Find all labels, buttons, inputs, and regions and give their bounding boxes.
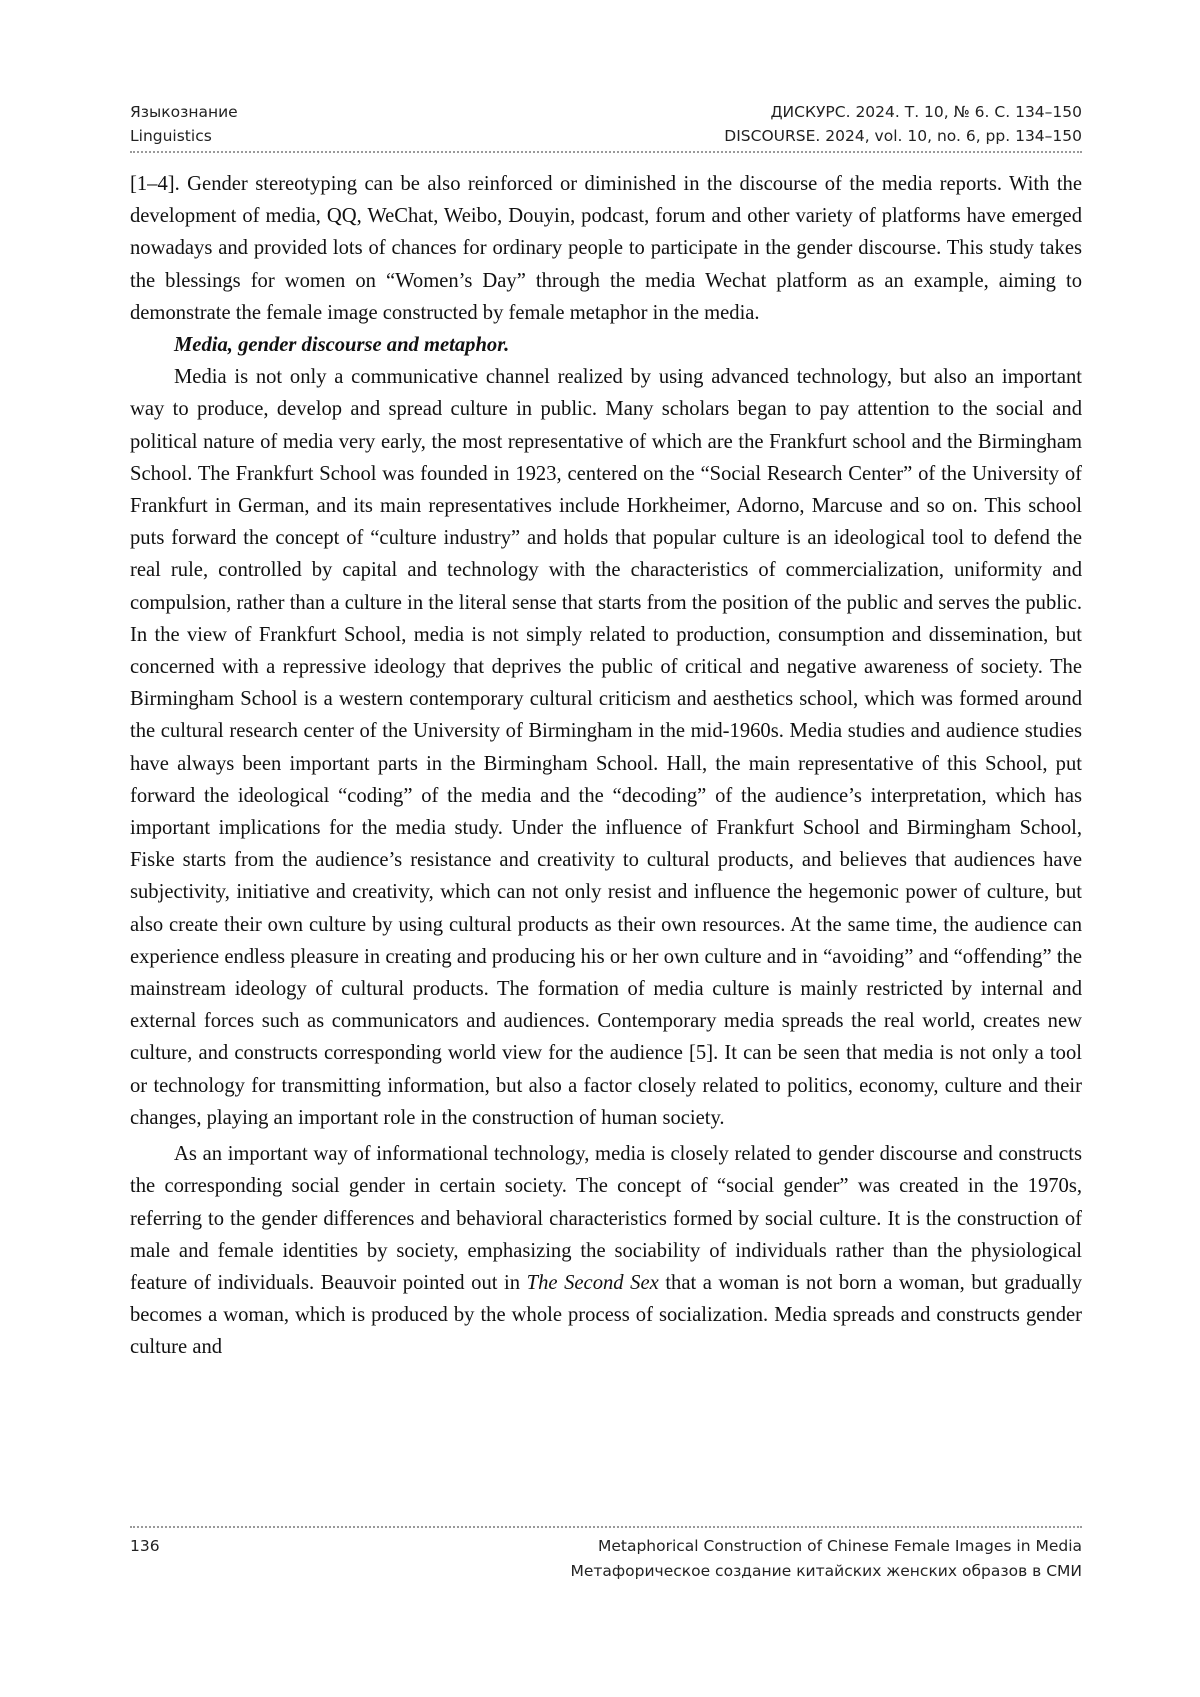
article-title-ru: Метафорическое создание китайских женских образов в СМИ bbox=[570, 1562, 1082, 1580]
paragraph-media: Media is not only a communicative channel realized by using advanced technology, but also an important way to produce, develop and spread culture in public. Many scholars began to pay attention to the social and political nature of media very early, the most representative of which are the Frankfurt school and the Birmingham School. The Frankfurt School was founded in 1923, centered on the “Social Research Center” of the University of Frankfurt in German, and its main representatives include Horkheimer, Adorno, Marcuse and so on. This school puts forward the concept of “culture industry” and holds that popular culture is an ideological tool to defend the real rule, controlled by capital and technology with the characteristics of commercialization, uniformity and compulsion, rather than a culture in the literal sense that starts from the position of the public and serves the public. In the view of Frankfurt School, media is not simply related to production, consumption and dissemination, but concerned with a repressive ideology that deprives the public of critical and negative awareness of society. The Birmingham School is a western contemporary cultural criticism and aesthetics school, which was formed around the cultural research center of the University of Birmingham in the mid-1960s. Media studies and audience studies have always been important parts in the Birmingham School. Hall, the main representative of this School, put forward the ideological “coding” of the media and the “decoding” of the audience’s interpretation, which has important implications for the media study. Under the influence of Frankfurt School and Birmingham School, Fiske starts from the audience’s resistance and creativity to cultural products, and believes that audiences have subjectivity, initiative and creativity, which can not only resist and influence the hegemonic power of culture, but also create their own culture by using cultural products as their own resources. At the same time, the audience can experience endless pleasure in creating and producing his or her own culture and in “avoiding” and “offending” the mainstream ideology of cultural products. The formation of media culture is mainly restricted by internal and external forces such as communicators and audiences. Contemporary media spreads the real world, creates new culture, and constructs corresponding world view for the audience [5]. It can be seen that media is not only a tool or technology for transmitting information, but also a factor closely related to politics, economy, culture and their changes, playing an important role in the construction of human society. bbox=[130, 366, 1082, 1129]
header-divider bbox=[130, 151, 1082, 153]
section-title-ru: Языкознание bbox=[130, 103, 238, 121]
page-number: 136 bbox=[130, 1537, 160, 1555]
footer-divider bbox=[130, 1526, 1082, 1528]
article-body bbox=[130, 168, 1082, 1364]
journal-citation-ru: ДИСКУРС. 2024. Т. 10, № 6. С. 134–150 bbox=[770, 103, 1082, 121]
paragraph-gender-text-2: that a woman is not born a woman, but gradually becomes a woman, which is produced by the whole process of socialization. Media spreads and constructs gender culture and bbox=[130, 1271, 1082, 1359]
book-title: The Second Sex bbox=[526, 1271, 659, 1294]
header-row-ru bbox=[130, 100, 1082, 124]
running-footer bbox=[130, 1534, 1082, 1584]
section-heading: Media, gender discourse and metaphor. bbox=[174, 334, 510, 357]
header-row-en bbox=[130, 124, 1082, 148]
paragraph-continued: [1–4]. Gender stereotyping can be also reinforced or diminished in the discourse of the media reports. With the development of media, QQ, WeChat, Weibo, Douyin, podcast, forum and other variety of platforms have emerged nowadays and provided lots of chances for ordinary people to participate in the gender discourse. This study takes the blessings for women on “Women’s Day” through the media Wechat platform as an example, aiming to demonstrate the female image constructed by female metaphor in the media. bbox=[130, 173, 1082, 324]
footer-titles bbox=[130, 1534, 1082, 1584]
running-header bbox=[130, 100, 1082, 148]
paragraph-gender-text-1: As an important way of informational technology, media is closely related to gender discourse and constructs the corresponding social gender in certain society. The concept of “social gender” was created in the 1970s, referring to the gender differences and behavioral characteristics formed by social culture. It is the construction of male and female identities by society, emphasizing the sociability of individuals rather than the physiological feature of individuals. Beauvoir pointed out in bbox=[130, 1143, 1082, 1294]
paragraph-gender bbox=[130, 1138, 1082, 1363]
section-title-en: Linguistics bbox=[130, 127, 212, 145]
article-title-en: Metaphorical Construction of Chinese Female Images in Media bbox=[597, 1537, 1082, 1555]
journal-citation-en: DISCOURSE. 2024, vol. 10, no. 6, pp. 134–150 bbox=[724, 127, 1082, 145]
